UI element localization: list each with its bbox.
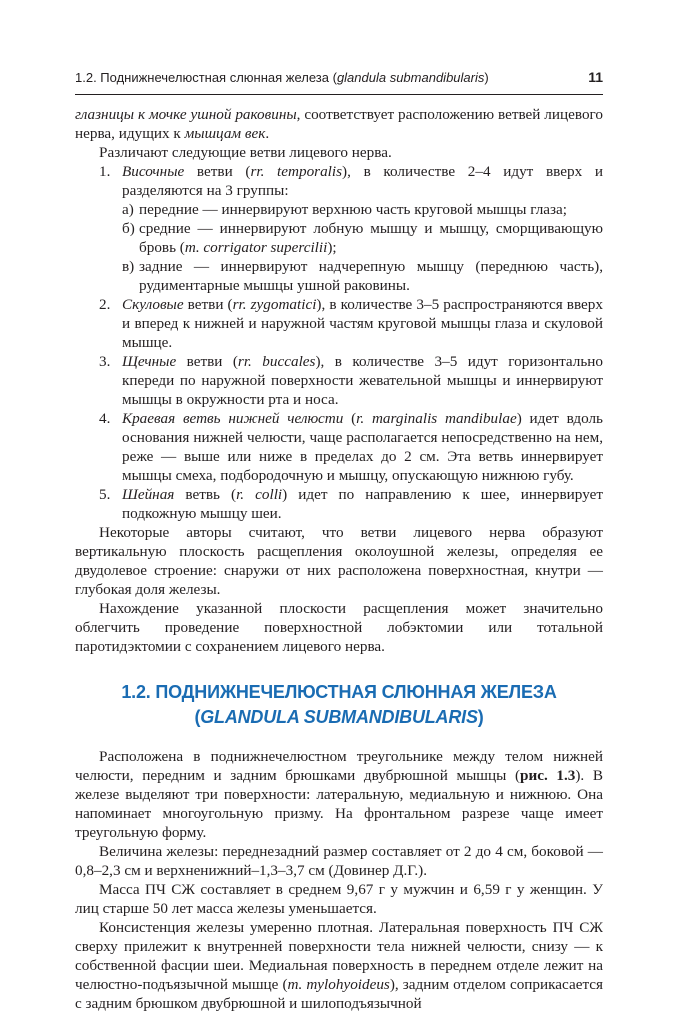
section-heading	[75, 680, 603, 730]
figure-reference: рис. 1.3	[520, 767, 576, 784]
sub-letter: а)	[122, 201, 134, 218]
paragraph-consistency: Консистенция железы умеренно плотная. Латеральная поверхность ПЧ СЖ сверху прилежит к внутренней поверхности тела нижней челюсти, снизу — к собственной фасции шеи. Медиальная поверхность в переднем отделе лежит на челюстно-подъязычной мышце (m. mylohyoideus), задним отделом соприкасается с задним брюшком двубрюшной и шилоподъязычной	[75, 919, 603, 1012]
paragraph-authors: Некоторые авторы считают, что ветви лицевого нерва образуют вертикальную плоскость расщепления околоушной железы, определяя ее двудолевое строение: снаружи от них расположена поверхностная, кнутри — глубокая доля железы.	[75, 524, 603, 598]
list-number: 4.	[99, 410, 111, 427]
list-number: 2.	[99, 296, 111, 313]
page-number: 11	[588, 69, 603, 85]
running-header	[75, 68, 603, 95]
list-item-buccal: 3. Щечные ветви (rr. buccales), в количестве 3–5 идут горизонтально кпереди по наружной поверхности жевательной мышцы и иннервируют мышцы в окружности рта и носа.	[99, 353, 603, 408]
section-heading-line2: (GLANDULA SUBMANDIBULARIS)	[194, 707, 484, 727]
sub-letter: в)	[122, 258, 135, 275]
page-body	[75, 105, 603, 1013]
list-number: 3.	[99, 353, 111, 370]
sub-letter: б)	[122, 220, 135, 237]
sub-item-b: б) средние — иннервируют лобную мышцу и мышцу, сморщивающую бровь (m. corrigator supercilii);	[122, 220, 603, 256]
paragraph-size: Величина железы: переднезадний размер составляет от 2 до 4 см, боковой — 0,8–2,3 см и верхненижний–1,3–3,7 см (Довинер Д.Г.).	[75, 843, 603, 879]
paragraph-continued: глазницы к мочке ушной раковины, соответствует расположению ветвей лицевого нерва, идущих к мышцам век.	[75, 106, 603, 142]
sub-item-c: в) задние — иннервируют надчерепную мышцу (переднюю часть), рудиментарные мышцы ушной раковины.	[122, 258, 603, 294]
paragraph-finding: Нахождение указанной плоскости расщепления может значительно облегчить проведение поверхностной лобэктомии или тотальной паротидэктомии с сохранением лицевого нерва.	[75, 600, 603, 655]
running-header-title: 1.2. Поднижнечелюстная слюнная железа (glandula submandibularis)	[75, 70, 489, 85]
paragraph-mass: Масса ПЧ СЖ составляет в среднем 9,67 г у мужчин и 6,59 г у женщин. У лиц старше 50 лет масса железы уменьшается.	[75, 881, 603, 917]
list-item-cervical: 5. Шейная ветвь (r. colli) идет по направлению к шее, иннервирует подкожную мышцу шеи.	[99, 486, 603, 522]
sub-item-a: а) передние — иннервируют верхнюю часть круговой мышцы глаза;	[122, 201, 567, 218]
list-item-marginal-mandibular: 4. Краевая ветвь нижней челюсти (r. marginalis mandibulae) идет вдоль основания нижней челюсти, чаще располагается непосредственно на нем, реже — выше или ниже в пределах до 2 см. Эта ветвь иннервирует мышцы смеха, подбородочную и мышцу, опускающую нижнюю губу.	[99, 410, 603, 484]
paragraph-intro: Различают следующие ветви лицевого нерва.	[99, 144, 392, 161]
section-heading-line1: 1.2. ПОДНИЖНЕЧЕЛЮСТНАЯ СЛЮННАЯ ЖЕЛЕЗА	[121, 682, 557, 702]
list-item-zygomatic: 2. Скуловые ветви (rr. zygomatici), в количестве 3–5 распространяются вверх и вперед к нижней и наружной частям круговой мышцы глаза и скуловой мышце.	[99, 296, 603, 351]
list-number: 5.	[99, 486, 111, 503]
paragraph-location: Расположена в поднижнечелюстном треугольнике между телом нижней челюсти, передним и задним брюшками двубрюшной мышцы (рис. 1.3). В железе выделяют три поверхности: латеральную, медиальную и нижнюю. Она напоминает многоугольную призму. На фронтальном разрезе чаще имеет треугольную форму.	[75, 748, 603, 841]
list-item-temporal: 1. Височные ветви (rr. temporalis), в количестве 2–4 идут вверх и разделяются на 3 группы:	[99, 163, 603, 199]
list-number: 1.	[99, 163, 111, 180]
